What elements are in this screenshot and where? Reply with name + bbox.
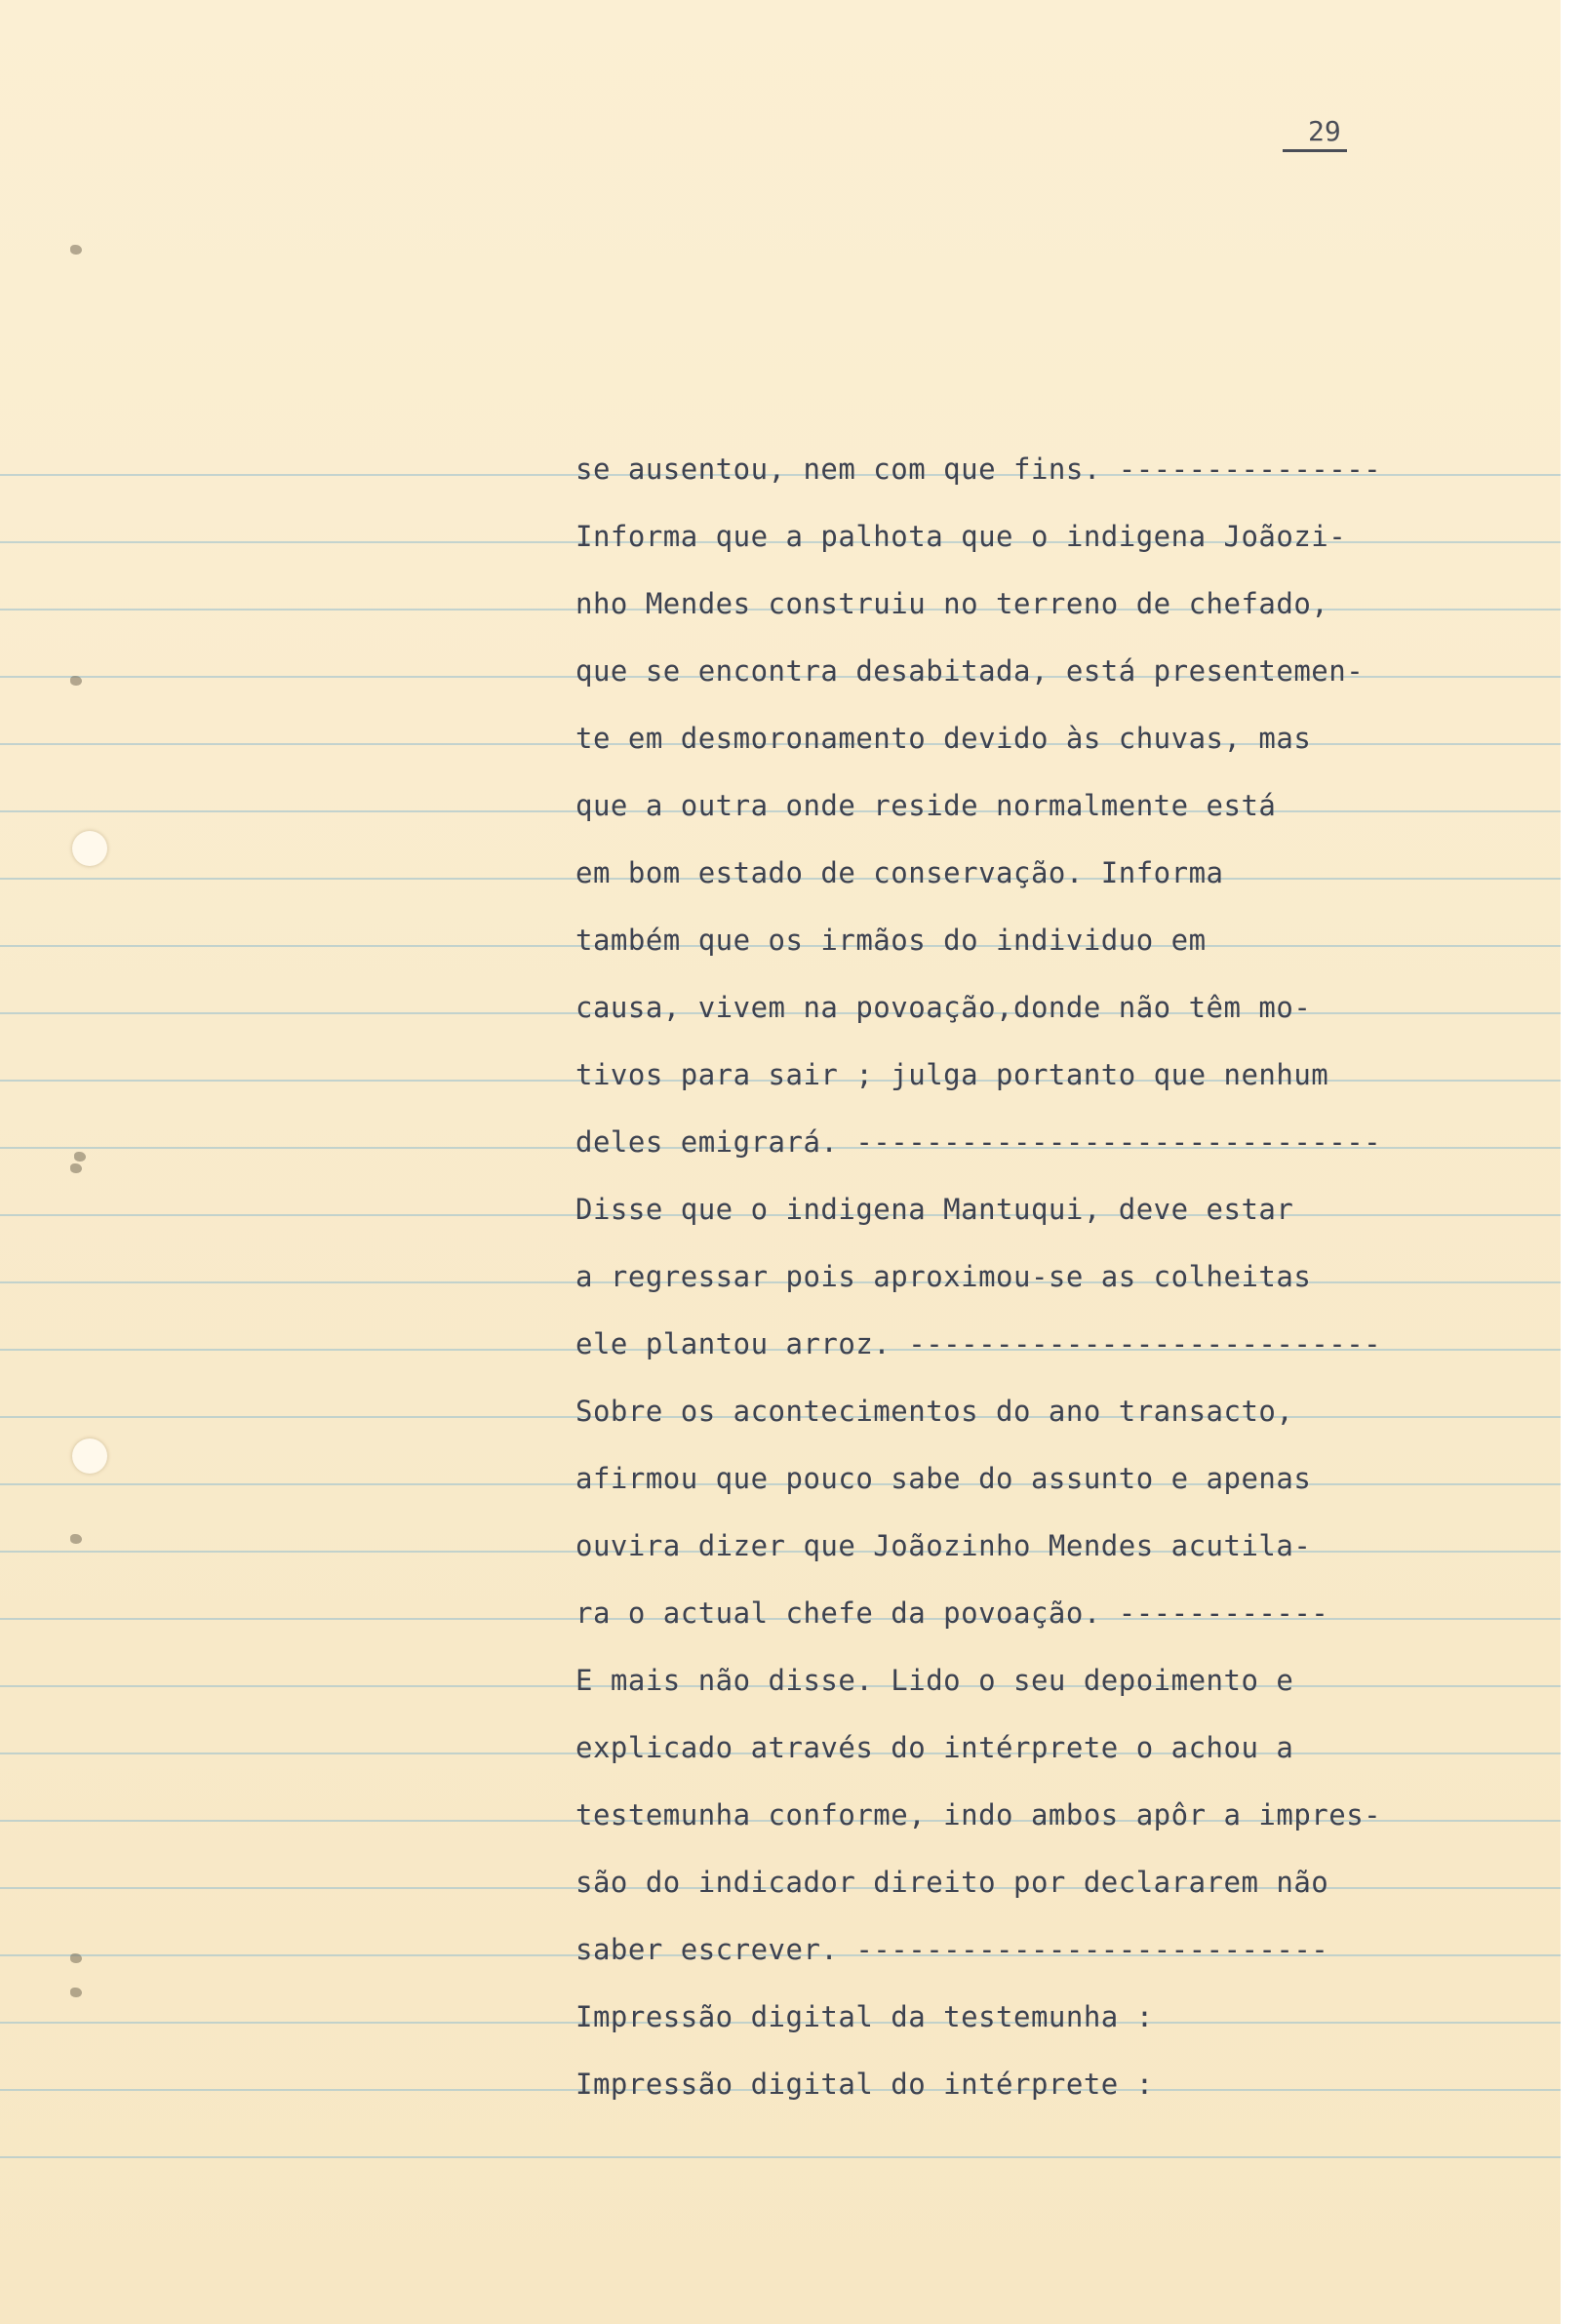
text-line: tivos para sair ; julga portanto que nenhum bbox=[575, 1058, 1329, 1091]
binder-mark bbox=[66, 1985, 86, 2000]
text-line: Disse que o indigena Mantuqui, deve estar bbox=[575, 1193, 1294, 1226]
punch-hole bbox=[72, 1438, 107, 1474]
text-line: E mais não disse. Lido o seu depoimento e bbox=[575, 1664, 1294, 1697]
text-line: são do indicador direito por declararem não bbox=[575, 1866, 1329, 1899]
page-edge bbox=[1561, 0, 1585, 2324]
binder-mark bbox=[66, 242, 86, 257]
page-number: 29 bbox=[1283, 115, 1347, 152]
text-line: também que os irmãos do individuo em bbox=[575, 924, 1207, 957]
document-body bbox=[575, 447, 1483, 2129]
binder-mark bbox=[66, 1950, 86, 1966]
text-line: nho Mendes construiu no terreno de chefado, bbox=[575, 587, 1329, 620]
binder-mark bbox=[66, 1531, 86, 1547]
text-line: que a outra onde reside normalmente está bbox=[575, 789, 1277, 822]
text-line: saber escrever. --------------------------- bbox=[575, 1933, 1329, 1966]
text-line: Informa que a palhota que o indigena Joãozi- bbox=[575, 520, 1347, 553]
text-line: em bom estado de conservação. Informa bbox=[575, 856, 1224, 889]
text-line: explicado através do intérprete o achou a bbox=[575, 1731, 1294, 1764]
text-line: Impressão digital do intérprete : bbox=[575, 2068, 1154, 2101]
binder-mark bbox=[66, 1161, 86, 1176]
punch-hole bbox=[72, 831, 107, 866]
text-line: Sobre os acontecimentos do ano transacto, bbox=[575, 1395, 1294, 1428]
ruled-line bbox=[0, 2156, 1561, 2158]
text-line: Impressão digital da testemunha : bbox=[575, 2000, 1154, 2033]
text-line: testemunha conforme, indo ambos apôr a impres- bbox=[575, 1798, 1382, 1832]
text-line: ele plantou arroz. --------------------------- bbox=[575, 1327, 1382, 1360]
text-line: deles emigrará. ------------------------------ bbox=[575, 1125, 1382, 1159]
text-line: afirmou que pouco sabe do assunto e apenas bbox=[575, 1462, 1312, 1495]
text-line: te em desmoronamento devido às chuvas, mas bbox=[575, 722, 1312, 755]
text-line: causa, vivem na povoação,donde não têm mo- bbox=[575, 991, 1312, 1024]
binder-mark bbox=[66, 673, 86, 689]
text-line: se ausentou, nem com que fins. --------------- bbox=[575, 453, 1382, 486]
text-line: ra o actual chefe da povoação. ------------ bbox=[575, 1596, 1329, 1630]
text-line: ouvira dizer que Joãozinho Mendes acutila- bbox=[575, 1529, 1312, 1562]
text-line: a regressar pois aproximou-se as colheitas bbox=[575, 1260, 1312, 1293]
text-line: que se encontra desabitada, está presentemen- bbox=[575, 654, 1365, 688]
